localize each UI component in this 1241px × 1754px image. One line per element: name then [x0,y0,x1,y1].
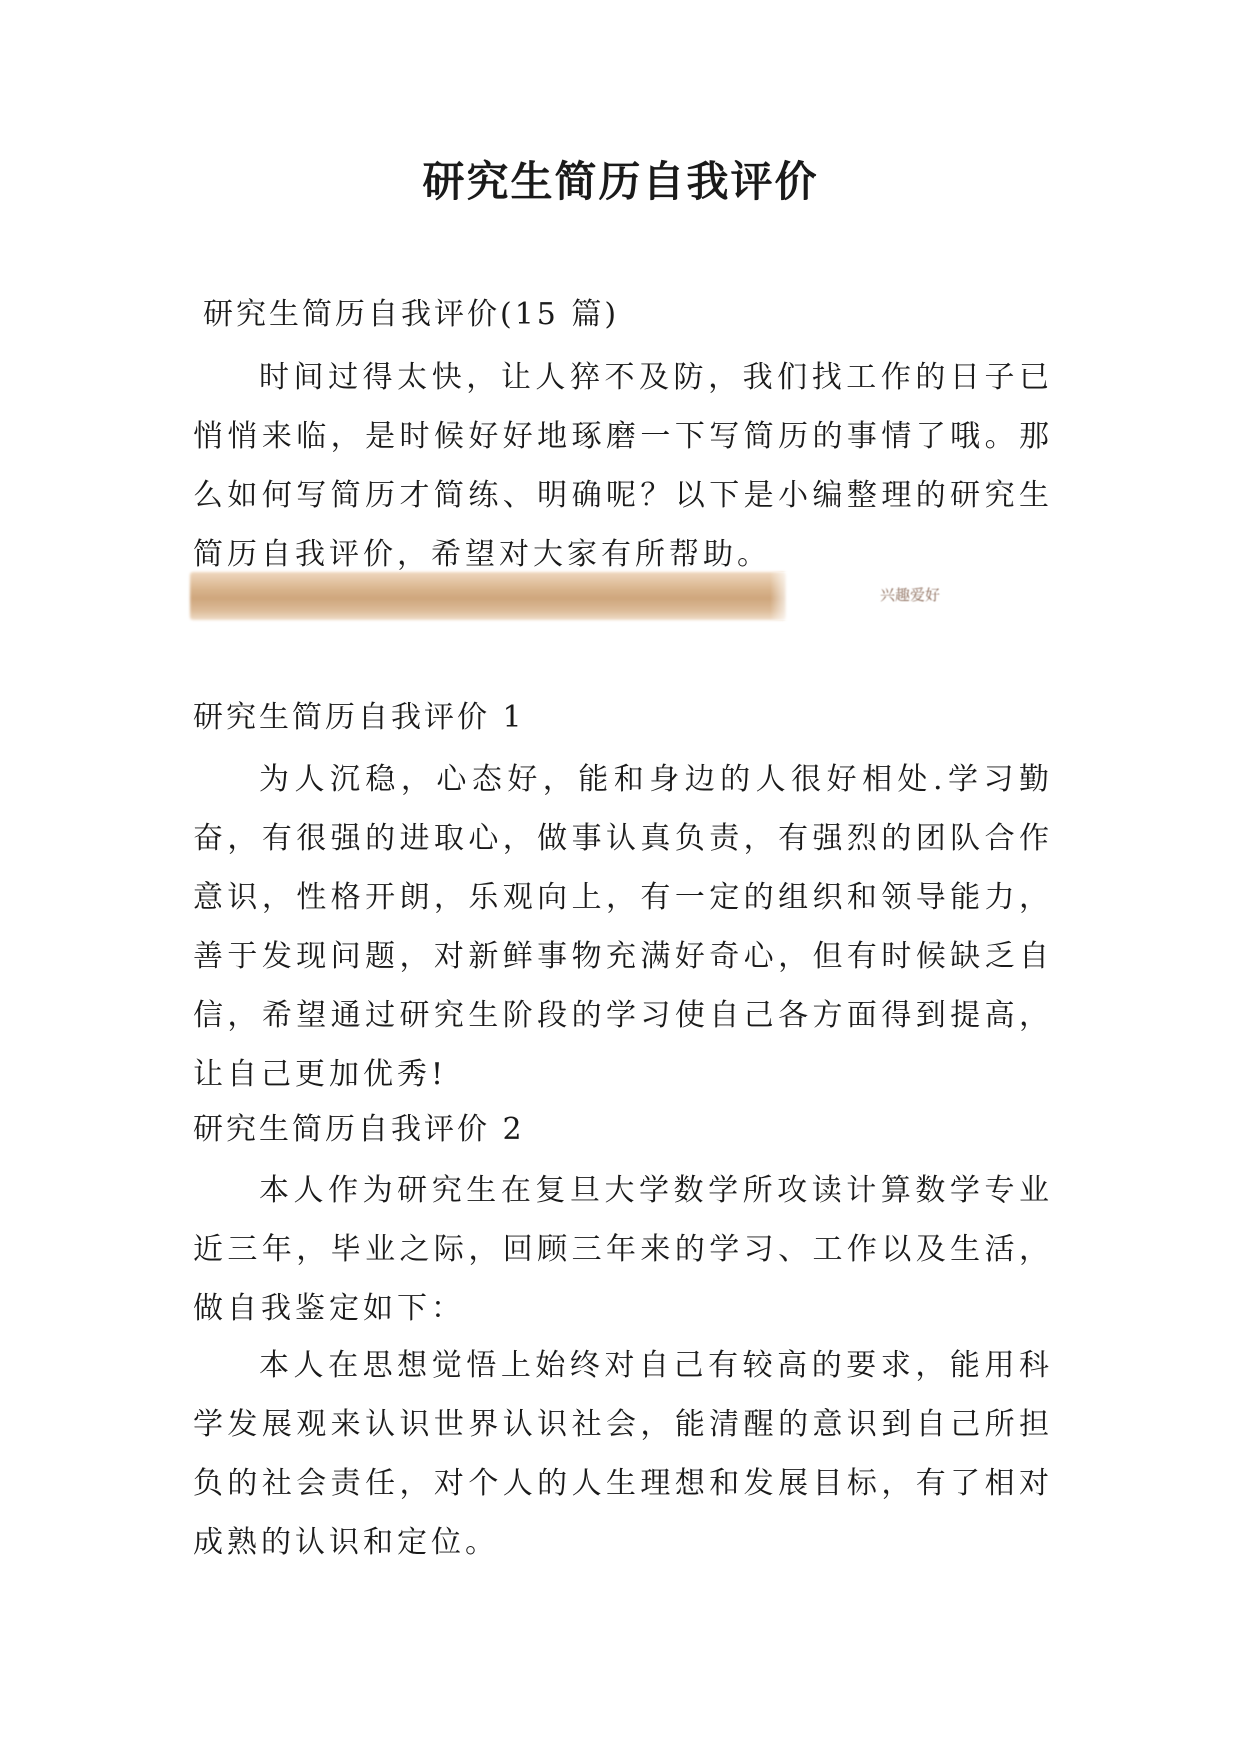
section-1-paragraph-1: 为人沉稳，心态好，能和身边的人很好相处.学习勤奋，有很强的进取心，做事认真负责，有强烈的团队合作意识，性格开朗，乐观向上，有一定的组织和领导能力，善于发现问题，对新鲜事物充满好奇心，但有时候缺乏自信，希望通过研究生阶段的学习使自己各方面得到提高，让自己更加优秀! [193,762,1053,1092]
section-heading-2: 研究生简历自我评价 2 [193,1112,525,1147]
intro-paragraph: 时间过得太快，让人猝不及防，我们找工作的日子已悄悄来临，是时候好好地琢磨一下写简历的事情了哦。那么如何写简历才简练、明确呢？以下是小编整理的研究生简历自我评价，希望对大家有所帮助。 [193,360,1053,572]
document-title: 研究生简历自我评价 [422,157,819,206]
section-heading-1: 研究生简历自我评价 1 [193,700,525,735]
document-subtitle: 研究生简历自我评价(15 篇) [203,297,620,332]
banner-caption: 兴趣爱好 [880,586,941,604]
decorative-banner-image [190,572,786,620]
banner-fade [770,572,792,620]
section-2-paragraph-2: 本人在思想觉悟上始终对自己有较高的要求，能用科学发展观来认识世界认识社会，能清醒的意识到自己所担负的社会责任，对个人的人生理想和发展目标，有了相对成熟的认识和定位。 [193,1348,1053,1560]
section-2-paragraph-1: 本人作为研究生在复旦大学数学所攻读计算数学专业近三年，毕业之际，回顾三年来的学习、工作以及生活，做自我鉴定如下： [193,1173,1053,1326]
